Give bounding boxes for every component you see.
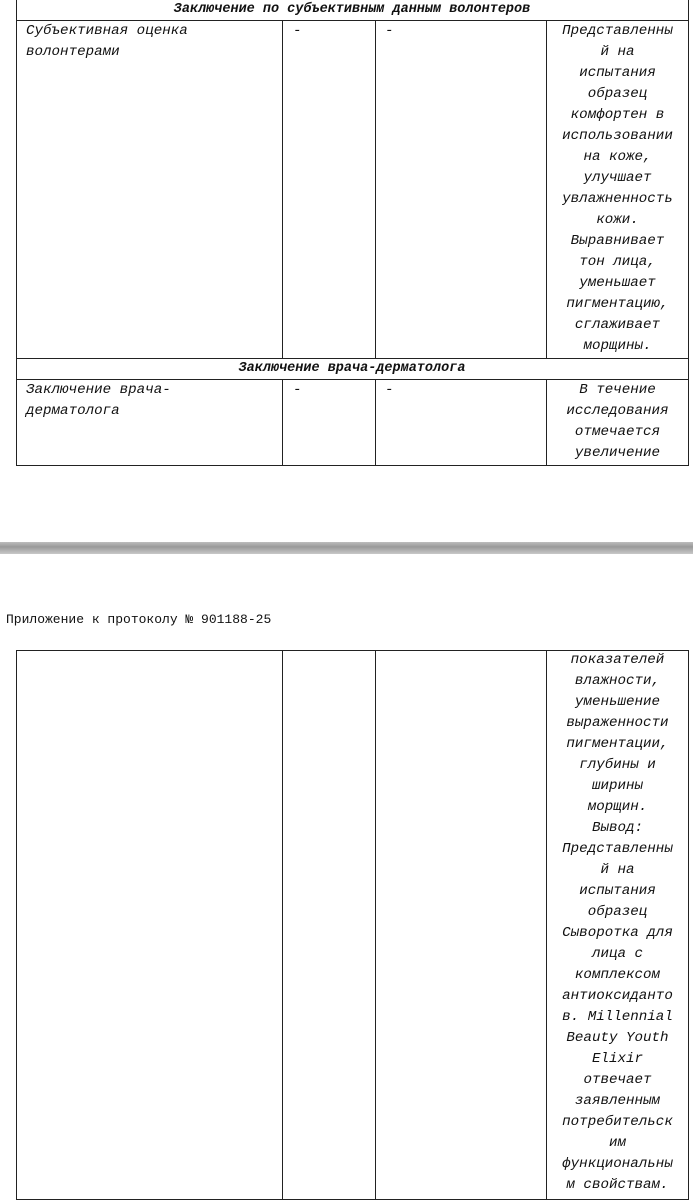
cell-conclusion-volunteers: Представленны й на испытания образец комфортен в использовании на коже, улучшает увлажненность кожи. Выравнивает тон лица, уменьшает пигментацию, сглаживает морщины.	[562, 23, 673, 354]
protocol-caption: Приложение к протоколу № 901188-25	[6, 612, 272, 627]
document-page-1	[0, 0, 693, 542]
cell-conclusion-dermatologist: В течение исследования отмечается увеличение	[566, 382, 669, 461]
column-divider	[375, 650, 376, 1200]
section-header-dermatologist: Заключение врача-дерматолога	[238, 361, 466, 376]
cell-value-2: -	[385, 382, 394, 398]
document-page-2	[0, 554, 693, 1200]
section-header-volunteers: Заключение по субъективным данным волонтеров	[173, 2, 531, 17]
table-border-left	[16, 650, 17, 1200]
column-divider	[282, 650, 283, 1200]
cell-value-1: -	[293, 23, 302, 39]
cell-conclusion-continued: показателей влажности, уменьшение выраженности пигментации, глубины и ширины морщин. Вывод: Представленны й на испытания образец Сыворотка для лица с комплексом антиоксиданто в. Millennial Beauty Youth Elixir отвечает заявленным потребительск им функциональны м свойствам.	[562, 652, 673, 1193]
cell-parameter-dermatologist: Заключение врача- дерматолога	[26, 382, 171, 419]
table-border-left	[16, 0, 17, 466]
column-divider	[375, 379, 376, 466]
table-border-bottom	[16, 465, 689, 466]
table-border-right	[688, 0, 689, 466]
column-divider	[282, 379, 283, 466]
page-separator	[0, 542, 693, 554]
cell-value-1: -	[293, 382, 302, 398]
column-divider	[375, 20, 376, 358]
cell-value-2: -	[385, 23, 394, 39]
table-border-right	[688, 650, 689, 1200]
column-divider	[282, 20, 283, 358]
cell-parameter-volunteers: Субъективная оценка волонтерами	[26, 23, 188, 60]
